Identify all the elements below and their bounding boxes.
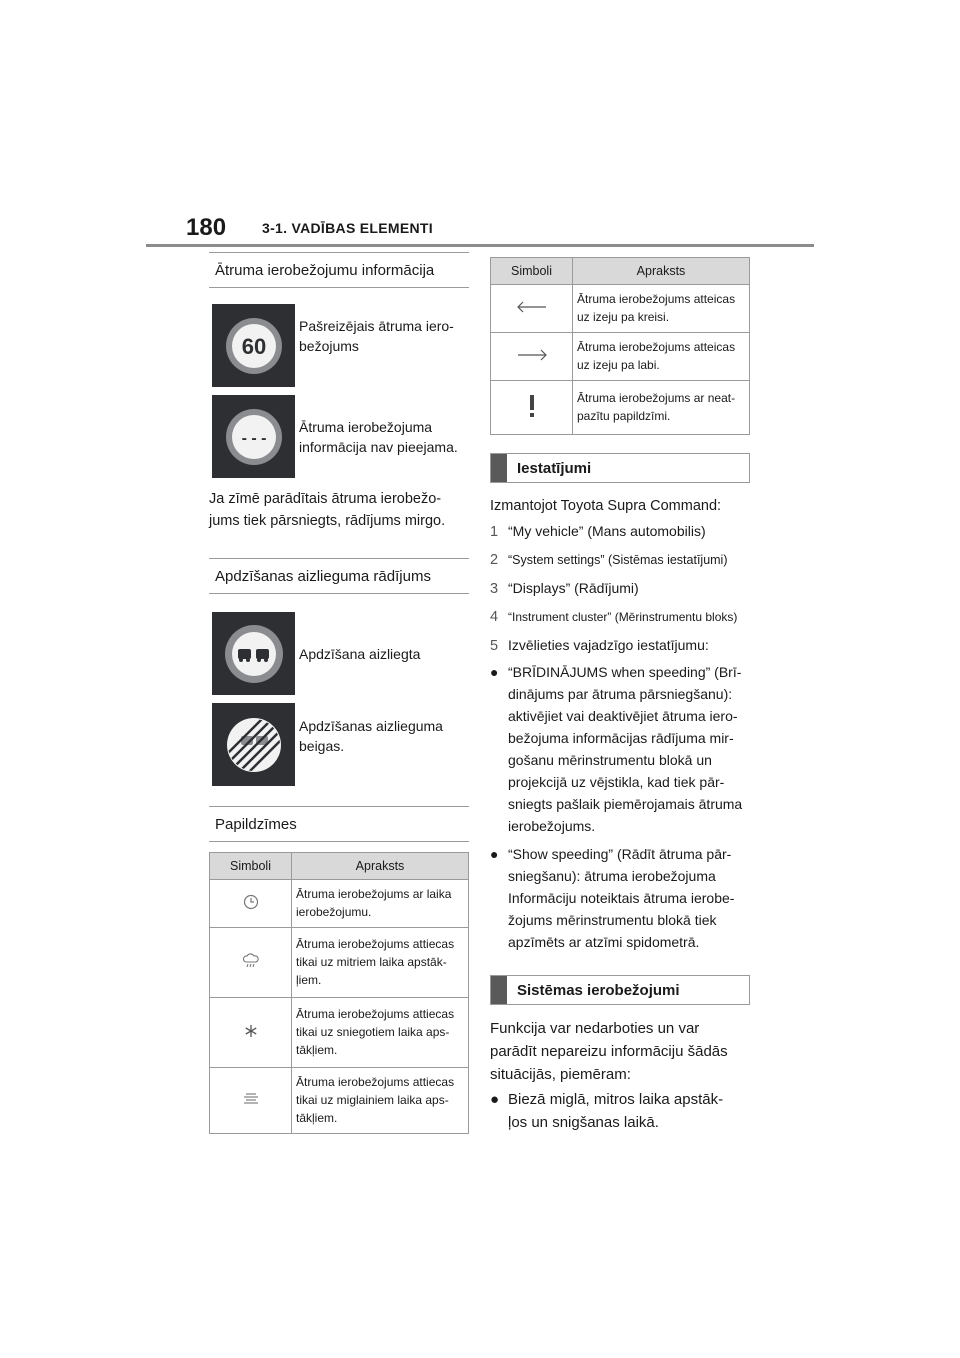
- speed-info-heading: Ātruma ierobežojumu informācija: [209, 252, 469, 288]
- no-overtaking-sign-icon: [212, 612, 295, 695]
- arrow-right-icon: [491, 333, 573, 381]
- table-header-row: [491, 258, 750, 285]
- list-item: [490, 520, 750, 543]
- additions-table: [209, 852, 469, 1134]
- blink-note: Ja zīmē parādītais ātruma ierobežo-jums tiek pārsniegts, rādījums mirgo.: [209, 491, 446, 529]
- text-line: žojums mērinstrumentu blokā tiek: [508, 912, 717, 928]
- text-line: situācijās, piemēram:: [490, 1066, 631, 1083]
- step-number: 2: [490, 552, 499, 568]
- text-line: projekcijā uz vējstikla, kad tiek pār-: [508, 774, 725, 790]
- step-text: “System settings” (Sistēmas iestatījumi): [508, 553, 728, 567]
- step-number: 4: [490, 609, 499, 625]
- table-header-row: [210, 853, 469, 880]
- table-row: [491, 285, 750, 333]
- clock-icon: [210, 880, 292, 928]
- text-line: “BRĪDINĀJUMS when speeding” (Brī-: [508, 664, 742, 680]
- right-column: [490, 257, 750, 1134]
- text-line: dinājums par ātruma pārsniegšanu):: [508, 686, 733, 702]
- chapter-title: 3-1. VADĪBAS ELEMENTI: [262, 220, 433, 236]
- bullet-text: [508, 843, 734, 953]
- text-line: apzīmēts ar atzīmi spidometrā.: [508, 934, 700, 950]
- text-line: Informāciju noteiktais ātruma ierobe-: [508, 890, 735, 906]
- bullet-text: [508, 1088, 723, 1134]
- end-no-overtaking-sign-icon: [212, 703, 295, 786]
- column-header-description: Apraksts: [292, 853, 469, 880]
- sign-description: Pašreizējais ātruma iero-bežojums: [299, 317, 454, 354]
- table-row: [210, 998, 469, 1068]
- step-number: 1: [490, 524, 499, 540]
- text-line: gošanu mērinstrumentu blokā un: [508, 752, 712, 768]
- table-row: [210, 880, 469, 928]
- table-row: [210, 1068, 469, 1134]
- page-number: 180: [186, 214, 227, 241]
- list-item: [490, 577, 750, 600]
- speed-limit-unavailable-sign-icon: [212, 395, 295, 478]
- limits-heading-box: [490, 975, 750, 1005]
- sign-row-current-limit: [212, 304, 469, 387]
- table-cell-description: Ātruma ierobežojums attiecas tikai uz mitriem laika apstāk-ļiem.: [292, 928, 469, 998]
- table-row: [210, 928, 469, 998]
- table-cell-description: Ātruma ierobežojums atteicas uz izeju pa labi.: [573, 333, 750, 381]
- fog-icon: [210, 1068, 292, 1134]
- table-cell-description: Ātruma ierobežojums atteicas uz izeju pa kreisi.: [573, 285, 750, 333]
- sign-row-end-no-overtaking: [212, 703, 469, 786]
- list-item: [490, 843, 750, 953]
- sign-description: Apdzīšanas aizlieguma beigas.: [299, 717, 443, 754]
- bullet-dot: ●: [490, 1091, 500, 1108]
- step-text: “Displays” (Rādījumi): [508, 580, 639, 596]
- sign-description: Ātruma ierobežojuma informācija nav pieejama.: [299, 418, 458, 455]
- text-line: sniegts pašlaik piemērojamais ātruma: [508, 796, 743, 812]
- table-cell-description: Ātruma ierobežojums ar laika ierobežojumu.: [292, 880, 469, 928]
- list-item: [490, 634, 750, 657]
- column-header-symbols: Simboli: [491, 258, 573, 285]
- text-line: “Show speeding” (Rādīt ātruma pār-: [508, 846, 732, 862]
- additions-heading: Papildzīmes: [209, 806, 469, 842]
- text-line: bežojuma informācijas rādījuma mir-: [508, 730, 734, 746]
- table-cell-description: Ātruma ierobežojums ar neat-pazītu papildzīmi.: [573, 381, 750, 435]
- bullet-dot: ●: [490, 846, 499, 862]
- heading-bar: [491, 454, 507, 482]
- list-item: [490, 606, 750, 628]
- bullet-dot: ●: [490, 664, 499, 680]
- text-line: aktivējiet vai deaktivējiet ātruma iero-: [508, 708, 738, 724]
- exclamation-icon: [491, 381, 573, 435]
- text-line: sniegšanu): ātruma ierobežojuma: [508, 868, 716, 884]
- text-line: Funkcija var nedarboties un var: [490, 1020, 700, 1037]
- settings-heading-box: [490, 453, 750, 483]
- table-row: [491, 381, 750, 435]
- settings-heading: Iestatījumi: [517, 460, 592, 477]
- text-line: ierobežojums.: [508, 818, 596, 834]
- step-number: 3: [490, 581, 499, 597]
- list-item: [490, 1088, 750, 1134]
- settings-intro: Izmantojot Toyota Supra Command:: [490, 498, 722, 514]
- table-cell-description: Ātruma ierobežojums attiecas tikai uz sniegotiem laika aps-tākļiem.: [292, 998, 469, 1068]
- step-text: “Instrument cluster” (Mērinstrumentu bloks): [508, 610, 738, 624]
- column-header-symbols: Simboli: [210, 853, 292, 880]
- sign-description: Apdzīšana aizliegta: [299, 645, 421, 662]
- header-rule: [146, 244, 814, 247]
- heading-bar: [491, 976, 507, 1004]
- text-line: parādīt nepareizu informāciju šādās: [490, 1043, 728, 1060]
- overtaking-heading: Apdzīšanas aizlieguma rādījums: [209, 558, 469, 594]
- snowflake-icon: [210, 998, 292, 1068]
- arrow-left-icon: [491, 285, 573, 333]
- sign-row-no-info: [212, 395, 469, 478]
- limits-intro: [490, 1017, 750, 1086]
- settings-body: [490, 495, 750, 953]
- sign-row-no-overtaking: [212, 612, 469, 695]
- text-line: Biezā miglā, mitros laika apstāk-: [508, 1091, 724, 1108]
- rain-cloud-icon: [210, 928, 292, 998]
- left-column: [209, 252, 469, 1134]
- sign-value: 60: [241, 333, 266, 359]
- table-row: [491, 333, 750, 381]
- limits-heading: Sistēmas ierobežojumi: [517, 982, 680, 999]
- bullet-text: [508, 661, 742, 837]
- speed-limit-60-sign-icon: [212, 304, 295, 387]
- column-header-description: Apraksts: [573, 258, 750, 285]
- directions-table: [490, 257, 750, 435]
- step-number: 5: [490, 638, 499, 654]
- step-text: Izvēlieties vajadzīgo iestatījumu:: [508, 637, 709, 653]
- sign-value: - - -: [241, 429, 266, 447]
- list-item: [490, 549, 750, 571]
- step-text: “My vehicle” (Mans automobilis): [508, 523, 706, 539]
- text-line: ļos un snigšanas laikā.: [508, 1114, 659, 1131]
- table-cell-description: Ātruma ierobežojums attiecas tikai uz miglainiem laika aps-tākļiem.: [292, 1068, 469, 1134]
- list-item: [490, 661, 750, 837]
